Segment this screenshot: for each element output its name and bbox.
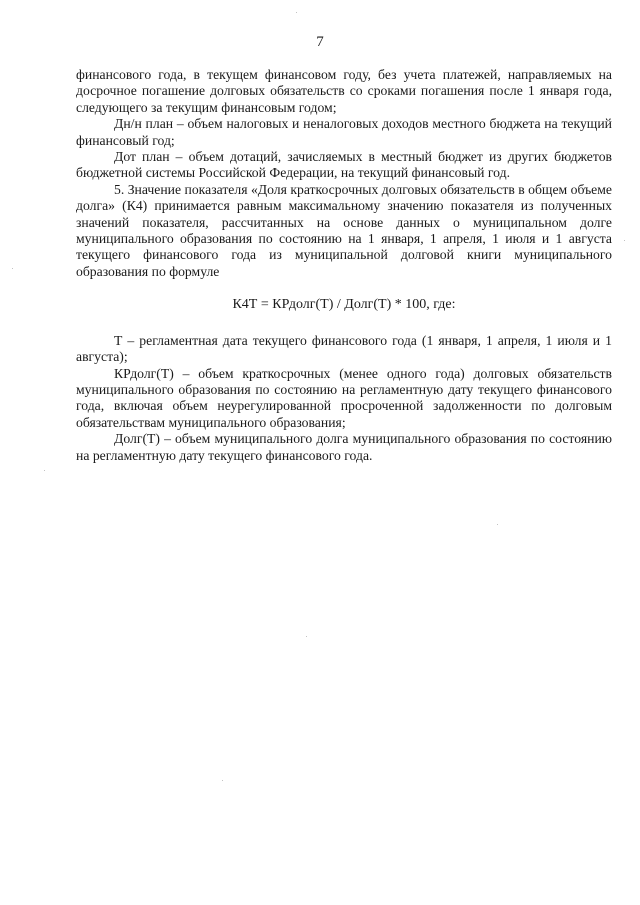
document-body [76,67,612,464]
scan-speck [222,780,223,781]
definition-krdolg: КРдолг(Т) – объем краткосрочных (менее одного года) долговых обязательств муниципального образования по состоянию на регламентную дату текущего финансового года, включая объем неурегулированной просроченной задолженности по долговым обязательствам муниципального образования; [76,365,612,430]
scan-speck [44,470,45,471]
paragraph-indicator-5: 5. Значение показателя «Доля краткосрочных долговых обязательств в общем объеме долга» (К4) принимается равным максимальному значению показателя из полученных значений показателя, рассчитанных на основе данных о муниципальном долге муниципального образования по состоянию на 1 января, 1 апреля, 1 июля и 1 августа текущего финансового года из муниципальной долговой книги муниципального образования по формуле [76,181,612,279]
scan-speck [624,240,625,241]
scan-speck [12,268,13,269]
paragraph-continuation: финансового года, в текущем финансовом году, без учета платежей, направляемых на досрочное погашение долговых обязательств со сроками погашения после 1 января года, следующего за текущим финансовым годом; [76,67,612,115]
scan-speck [296,12,297,13]
definition-dolg: Долг(Т) – объем муниципального долга муниципального образования по состоянию на регламентную дату текущего финансового года. [76,431,612,463]
page-number: 7 [316,34,324,50]
definition-t: Т – регламентная дата текущего финансового года (1 января, 1 апреля, 1 июля и 1 августа); [76,332,612,365]
paragraph-dot-plan: Дот план – объем дотаций, зачисляемых в местный бюджет из других бюджетов бюджетной системы Российской Федерации, на текущий финансовый год. [76,149,612,181]
formula-k4: К4Т = КРдолг(Т) / Долг(Т) * 100, где: [232,297,456,313]
paragraph-dnn-plan: Дн/н план – объем налоговых и неналоговых доходов местного бюджета на текущий финансовый год; [76,116,612,148]
scan-speck [497,524,498,525]
scan-speck [306,636,307,637]
